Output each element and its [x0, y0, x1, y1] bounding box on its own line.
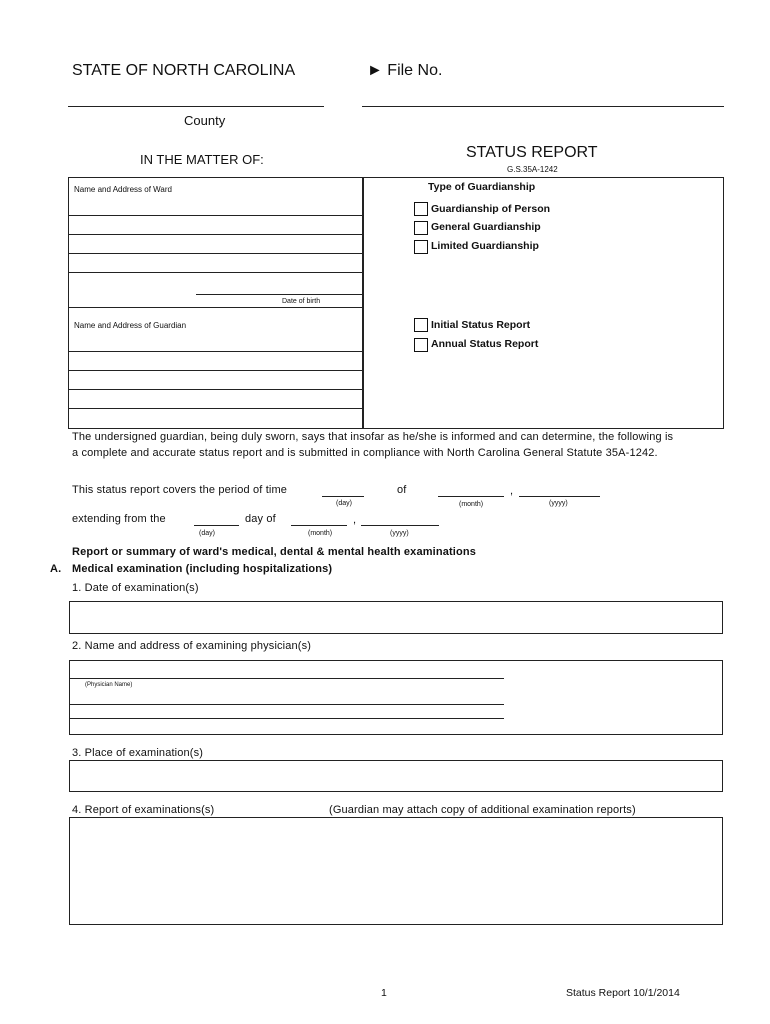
initial-report-checkbox[interactable] [414, 318, 428, 332]
ward-name-address-label: Name and Address of Ward [74, 185, 172, 194]
q2-label: 2. Name and address of examining physician(s) [72, 640, 312, 652]
oath-line-2: a complete and accurate status report and is submitted in compliance with North Carolina General Statute 35A-1242. [72, 447, 658, 459]
period-of-text: of [397, 484, 407, 496]
ward-line-1[interactable] [68, 215, 362, 216]
q1-label: 1. Date of examination(s) [72, 582, 199, 594]
section-a-letter: A. [50, 563, 62, 575]
initial-report-label: Initial Status Report [431, 319, 531, 331]
q4-note: (Guardian may attach copy of additional examination reports) [329, 804, 636, 816]
arrow-right-icon: ► [367, 62, 383, 79]
guardian-name-address-label: Name and Address of Guardian [74, 321, 187, 330]
physician-line-1[interactable] [69, 678, 504, 679]
physician-name-label: (Physician Name) [85, 682, 133, 688]
period-year-label: (yyyy) [549, 500, 568, 507]
period-comma: , [510, 485, 514, 497]
ward-dob-label: Date of birth [282, 298, 321, 305]
extending-month-line[interactable] [291, 525, 347, 526]
extending-month-label: (month) [308, 530, 333, 537]
file-no-label [367, 63, 442, 79]
guardianship-person-label: Guardianship of Person [431, 203, 551, 215]
county-label: County [184, 113, 226, 128]
period-month-line[interactable] [438, 496, 504, 497]
extending-comma: , [353, 514, 357, 526]
ward-dob-line[interactable] [196, 294, 362, 295]
exam-report-field[interactable] [69, 817, 723, 925]
guardian-line-4[interactable] [68, 408, 362, 409]
extending-year-line[interactable] [361, 525, 439, 526]
physician-line-3[interactable] [69, 718, 504, 719]
day-of-text: day of [245, 513, 276, 525]
physician-line-2[interactable] [69, 704, 504, 705]
period-day-line[interactable] [322, 496, 364, 497]
limited-guardianship-label: Limited Guardianship [431, 240, 539, 252]
period-month-label: (month) [459, 501, 484, 508]
annual-report-label: Annual Status Report [431, 338, 539, 350]
general-guardianship-label: General Guardianship [431, 221, 541, 233]
file-no-line[interactable] [362, 106, 724, 107]
extending-text: extending from the [72, 513, 166, 525]
state-heading: STATE OF NORTH CAROLINA [72, 62, 296, 79]
section-heading: Report or summary of ward's medical, dental & mental health examinations [72, 546, 477, 558]
ward-line-2[interactable] [68, 234, 362, 235]
table-divider [362, 177, 364, 429]
period-year-line[interactable] [519, 496, 600, 497]
q3-label: 3. Place of examination(s) [72, 747, 204, 759]
extending-day-label: (day) [199, 530, 215, 537]
q4-label: 4. Report of examinations(s) [72, 804, 215, 816]
statute-ref: G.S.35A-1242 [507, 165, 558, 174]
general-guardianship-checkbox[interactable] [414, 221, 428, 235]
county-line[interactable] [68, 106, 324, 107]
page-number: 1 [381, 987, 387, 999]
exam-date-field[interactable] [69, 601, 723, 634]
extending-year-label: (yyyy) [390, 530, 409, 537]
guardian-line-1[interactable] [68, 351, 362, 352]
period-day-label: (day) [336, 500, 352, 507]
page-title: STATUS REPORT [466, 144, 598, 161]
oath-line-1: The undersigned guardian, being duly sworn, says that insofar as he/she is informed and can determine, the following is [72, 431, 674, 443]
guardian-line-2[interactable] [68, 370, 362, 371]
guardianship-type-label: Type of Guardianship [428, 181, 536, 193]
file-no-text: File No. [387, 62, 443, 79]
period-covers-text: This status report covers the period of time [72, 484, 288, 496]
physician-box [69, 660, 723, 735]
matter-label: IN THE MATTER OF: [140, 152, 264, 167]
ward-line-4[interactable] [68, 272, 362, 273]
ward-section-bottom [68, 307, 362, 308]
form-id: Status Report 10/1/2014 [566, 987, 680, 999]
annual-report-checkbox[interactable] [414, 338, 428, 352]
limited-guardianship-checkbox[interactable] [414, 240, 428, 254]
guardian-line-3[interactable] [68, 389, 362, 390]
guardianship-person-checkbox[interactable] [414, 202, 428, 216]
exam-place-field[interactable] [69, 760, 723, 792]
ward-line-3[interactable] [68, 253, 362, 254]
section-a-title: Medical examination (including hospitalizations) [72, 563, 333, 575]
extending-day-line[interactable] [194, 525, 239, 526]
